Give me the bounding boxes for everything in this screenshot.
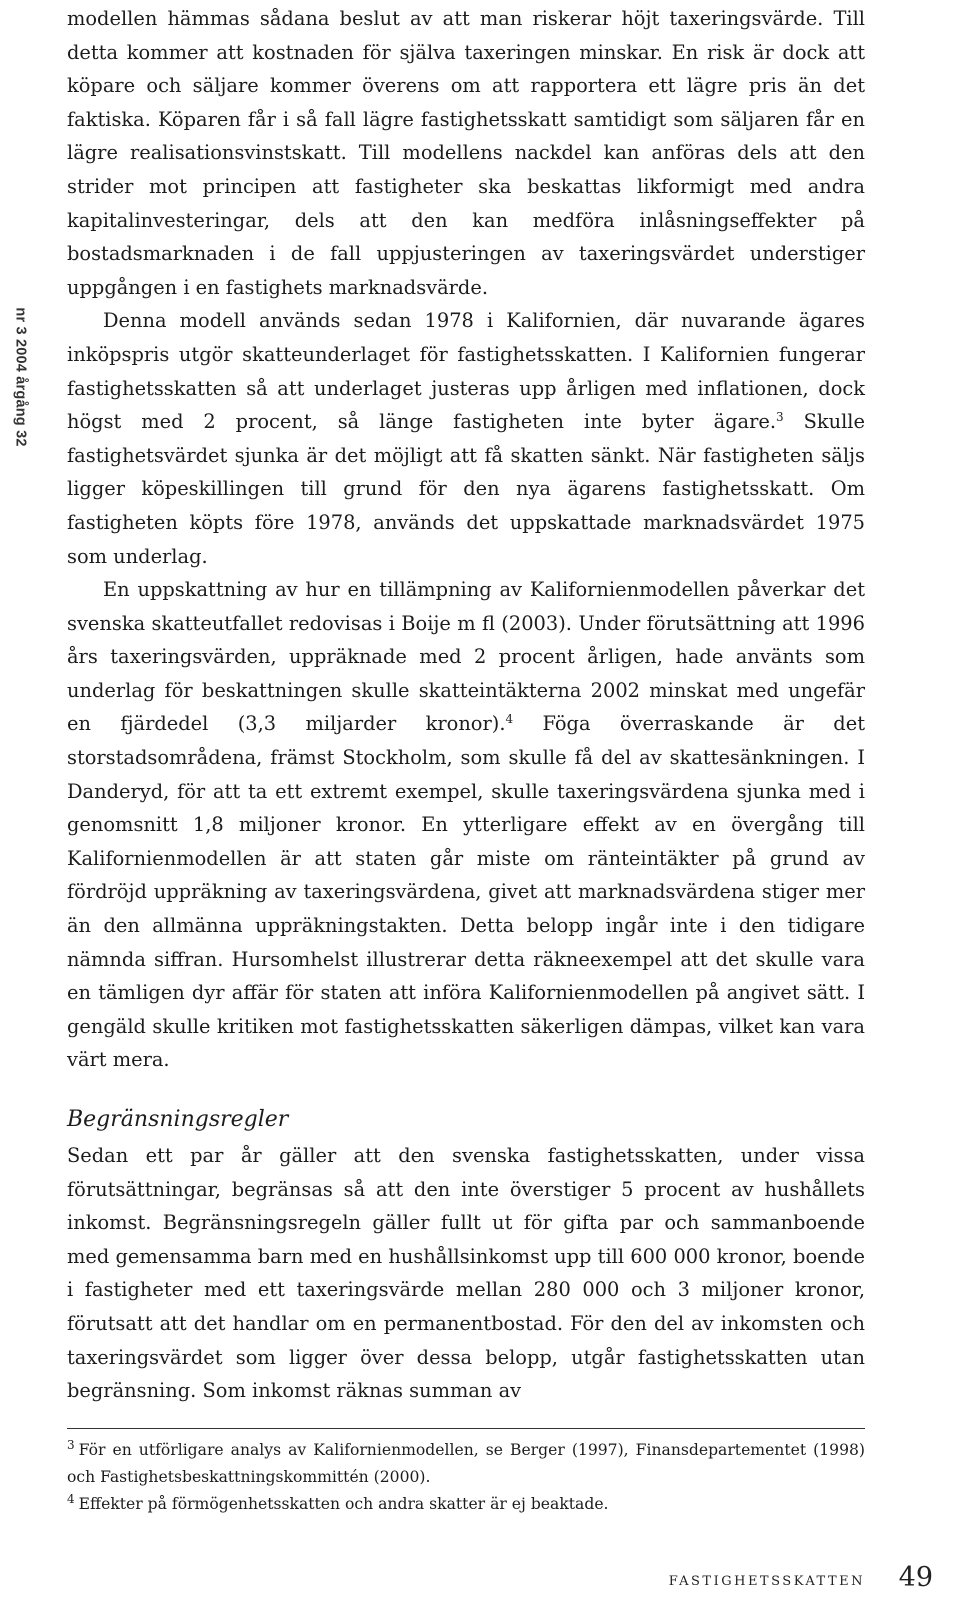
section-paragraph-text: Sedan ett par år gäller att den svenska fastighetsskatten, under vissa förutsättningar, begränsas så att den inte överstiger 5 procent av hushållets inkomst. Begränsningsregeln gäller fullt ut för gifta par och sammanboende med gemensamma barn med en hushållsinkomst upp till 600 000 kronor, boende i fastigheter med ett taxeringsvärde mellan 280 000 och 3 miljoner kronor, förutsatt att det handlar om en permanentbostad. För den del av inkomsten och taxeringsvärdet som ligger över dessa belopp, utgår fastighetsskatten utan begränsning. Som inkomst räknas summan av	[67, 1144, 865, 1403]
footnote-3	[67, 1437, 865, 1491]
footnote-3-number: 3	[67, 1438, 75, 1452]
section-heading: Begränsningsregler	[67, 1107, 289, 1132]
footnote-4-text: Effekter på förmögenhetsskatten och andra skatter är ej beaktade.	[78, 1495, 609, 1513]
paragraph-3-text-before: En uppskattning av hur en tillämpning av Kalifornienmodellen påverkar det svenska skatteutfallet redovisas i Boije m fl (2003). Under förutsättning att 1996 års taxeringsvärden, uppräknade med 2 procent årligen, hade använts som underlag för beskattningen skulle skatteintäkterna 2002 minskat med ungefär en fjärdedel (3,3 miljarder kronor).	[67, 578, 865, 736]
footnote-ref-3[interactable]: 3	[776, 410, 784, 425]
article-body	[67, 2, 865, 1408]
paragraph-1	[67, 2, 865, 304]
paragraph-2-text-before: Denna modell används sedan 1978 i Kalifornien, där nuvarande ägares inköpspris utgör skatteunderlaget för fastighetsskatten. I Kalifornien fungerar fastighetsskatten så att underlaget justeras upp årligen med inflationen, dock högst med 2 procent, så länge fastigheten inte byter ägare.	[67, 309, 865, 434]
issue-side-label-text: nr 3 2004 årgång 32	[13, 307, 29, 447]
footnote-4	[67, 1491, 865, 1518]
page-number: 49	[898, 1562, 933, 1593]
paragraph-2-text-after: Skulle fastighetsvärdet sjunka är det möjligt att få skatten sänkt. När fastigheten säljs ligger köpeskillingen till grund för den nya ägarens fastighetsskatt. Om fastigheten köpts före 1978, används det uppskattade marknadsvärdet 1975 som underlag.	[67, 410, 865, 568]
paragraph-3-text-after: Föga överraskande är det storstadsområdena, främst Stockholm, som skulle få del av skattesänkningen. I Danderyd, för att ta ett extremt exempel, skulle taxeringsvärdena sjunka med i genomsnitt 1,8 miljoner kronor. En ytterligare effekt av en övergång till Kalifornienmodellen är att staten går miste om ränteintäkter på grund av fördröjd uppräkning av taxeringsvärdena, givet att marknadsvärdena stiger mer än den allmänna uppräkningstakten. Detta belopp ingår inte i den tidigare nämnda siffran. Hursomhelst illustrerar detta räkneexempel att det skulle vara en tämligen dyr affär för staten att införa Kalifornienmodellen på angivet sätt. I gengäld skulle kritiken mot fastighetsskatten säkerligen dämpas, vilket kan vara värt mera.	[67, 712, 865, 1072]
footnotes	[67, 1428, 865, 1518]
paragraph-2	[67, 304, 865, 573]
section-paragraph	[67, 1139, 865, 1408]
issue-side-label	[10, 287, 32, 467]
paragraph-1-text: modellen hämmas sådana beslut av att man riskerar höjt taxeringsvärde. Till detta kommer att kostnaden för själva taxeringen minskar. En risk är dock att köpare och säljare kommer överens om att rapportera ett lägre pris än det faktiska. Köparen får i så fall lägre fastighetsskatt samtidigt som säljaren får en lägre realisationsvinstskatt. Till modellens nackdel kan anföras dels att den strider mot principen att fastigheter ska beskattas likformigt med andra kapitalinvesteringar, dels att den kan medföra inlåsningseffekter på bostadsmarknaden i de fall uppjusteringen av taxeringsvärdet understiger uppgången i en fastighets marknadsvärde.	[67, 7, 865, 299]
paragraph-3	[67, 573, 865, 1077]
running-footer: FASTIGHETSSKATTEN	[668, 1574, 865, 1589]
footnote-ref-4[interactable]: 4	[505, 712, 514, 727]
footnote-4-number: 4	[67, 1492, 75, 1506]
footnote-3-text: För en utförligare analys av Kalifornienmodellen, se Berger (1997), Finansdepartementet (1998) och Fastighetsbeskattningskommittén (2000).	[67, 1441, 865, 1486]
